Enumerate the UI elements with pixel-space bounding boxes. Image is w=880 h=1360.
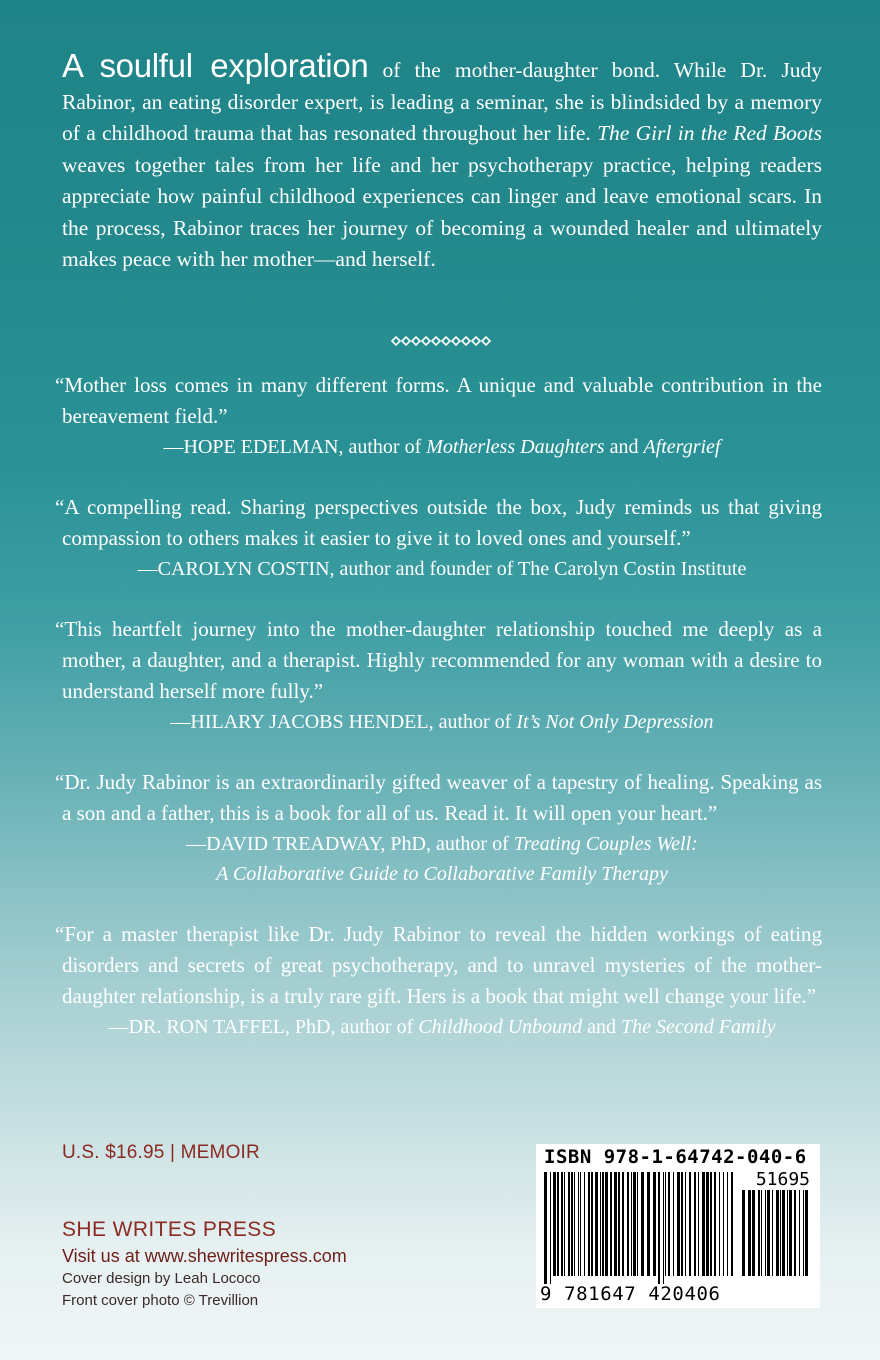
barcode-bar (731, 1172, 733, 1276)
barcode-bar (772, 1190, 773, 1276)
barcode-bar (765, 1190, 766, 1276)
attribution-author: —HILARY JACOBS HENDEL, author of (170, 711, 517, 733)
barcode-bar (789, 1190, 792, 1276)
quote-text: “For a master therapist like Dr. Judy Rabinor to reveal the hidden workings of eating disorders and secrets of great psychotherapy, and to unravel mysteries of the mother-daughter relationship, is a truly rare gift. Hers is a book that might well change your life.” (55, 922, 822, 1008)
barcode-bar (605, 1172, 608, 1276)
barcode-bar (571, 1172, 573, 1276)
barcode-bar (668, 1172, 670, 1276)
quote-attribution (62, 554, 822, 584)
quote-text: “A compelling read. Sharing perspectives outside the box, Judy reminds us that giving compassion to others makes it easier to give it to loved ones and yourself.” (55, 495, 822, 550)
barcode-bar (698, 1172, 699, 1276)
barcode-bar (710, 1172, 712, 1276)
barcode-bar (780, 1190, 781, 1276)
endorsement-edelman (55, 370, 822, 462)
ornamental-divider (390, 334, 494, 348)
barcode-bar (637, 1172, 638, 1276)
barcode-bar (742, 1190, 745, 1276)
barcode-bar (584, 1172, 585, 1276)
barcode-bar (550, 1172, 551, 1284)
barcode-bar (633, 1172, 636, 1276)
price-code: 51695 (755, 1169, 810, 1190)
cover-design-credit: Cover design by Leah Lococo (62, 1270, 261, 1287)
barcode-bar (681, 1172, 683, 1276)
quote-attribution-line2: A Collaborative Guide to Collaborative Family Therapy (216, 863, 668, 885)
barcode-bar (641, 1172, 644, 1276)
attribution-joiner: and (604, 436, 644, 458)
quote-text: “This heartfelt journey into the mother-daughter relationship touched me deeply as a mother, a daughter, and a therapist. Highly recommended for any woman with a desire to understand herself more fully.” (55, 617, 822, 703)
cover-photo-credit: Front cover photo © Trevillion (62, 1292, 259, 1309)
barcode-bar (568, 1172, 570, 1276)
barcode-bar (600, 1172, 601, 1276)
barcode-bar (673, 1172, 674, 1276)
barcode-bar (591, 1172, 593, 1276)
barcode-bar (723, 1172, 724, 1276)
barcode-bar (602, 1172, 604, 1276)
price-category: U.S. $16.95 | MEMOIR (62, 1142, 260, 1163)
attribution-work: Aftergrief (643, 436, 721, 458)
barcode-bar (653, 1172, 656, 1276)
quote-attribution (62, 829, 822, 859)
barcode-bar (578, 1172, 579, 1276)
barcode-bar (748, 1190, 751, 1276)
barcode-bar (694, 1172, 696, 1276)
barcode-bar (574, 1172, 575, 1276)
barcode-bar (752, 1190, 755, 1276)
quote-text: “Mother loss comes in many different forms. A unique and valuable contribution in the bereavement field.” (55, 373, 822, 428)
barcode-bar (588, 1172, 590, 1276)
back-cover-blurb (62, 47, 822, 276)
attribution-joiner: and (582, 1016, 622, 1038)
barcode-bar (544, 1172, 547, 1284)
barcode-bar (618, 1172, 620, 1276)
quote-attribution (62, 432, 822, 462)
barcode-bar (761, 1190, 762, 1276)
endorsement-taffel (55, 919, 822, 1042)
attribution-work: Childhood Unbound (418, 1016, 583, 1038)
barcode-bar (805, 1190, 808, 1276)
book-title: The Girl in the Red Boots (597, 121, 822, 145)
barcode-bar (647, 1172, 650, 1276)
barcode-bar (564, 1172, 565, 1276)
attribution-author: —HOPE EDELMAN, author of (163, 436, 427, 458)
barcode-bar (677, 1172, 680, 1276)
isbn-barcode (536, 1144, 820, 1308)
publisher-block (62, 1216, 482, 1312)
barcode-bar (561, 1172, 563, 1276)
attribution-work: Motherless Daughters (426, 436, 605, 458)
barcode-bar (627, 1172, 629, 1276)
barcode-bar (557, 1172, 559, 1276)
barcode-bar (689, 1172, 691, 1276)
blurb-lead: A soulful exploration (62, 47, 369, 84)
addon-barcode-bars (742, 1190, 812, 1284)
attribution-author: —CAROLYN COSTIN, author and founder of The Carolyn Costin Institute (137, 558, 747, 580)
barcode-bar (787, 1190, 788, 1276)
blurb-text-1: of the mother-daughter bond. While Dr. Judy Rabinor, an eating disorder expert, is leading a seminar, she is blindsided by a memory of a childhood trauma that has resonated throughout her life. (62, 58, 822, 145)
endorsement-hendel (55, 614, 822, 737)
isbn-label: ISBN 978-1-64742-040-6 (544, 1146, 807, 1168)
barcode-bar (553, 1172, 556, 1276)
attribution-author: —DR. RON TAFFEL, PhD, author of (108, 1016, 419, 1038)
ean-barcode-bars (544, 1172, 738, 1284)
barcode-bar (610, 1172, 612, 1276)
quote-text: “Dr. Judy Rabinor is an extraordinarily gifted weaver of a tapestry of healing. Speaking as a son and a father, this is a book for all of us. Read it. It will open your heart.” (55, 770, 822, 825)
endorsement-costin (55, 492, 822, 584)
blurb-text-2: weaves together tales from her life and her psychotherapy practice, helping readers appreciate how painful childhood experiences can linger and leave emotional scars. In the process, Rabinor traces her journey of becoming a wounded healer and ultimately makes peace with her mother—and herself. (62, 152, 822, 271)
barcode-bar (719, 1172, 720, 1276)
barcode-bar (782, 1190, 785, 1276)
attribution-work: The Second Family (621, 1016, 776, 1038)
barcode-bar (803, 1190, 804, 1276)
barcode-bar (665, 1172, 666, 1276)
barcode-bar (622, 1172, 624, 1276)
barcode-bar (714, 1172, 716, 1276)
barcode-bar (614, 1172, 617, 1276)
attribution-author: —DAVID TREADWAY, PhD, author of (186, 833, 514, 855)
publisher-url[interactable]: Visit us at www.shewritespress.com (62, 1246, 347, 1266)
barcode-bar (663, 1172, 664, 1284)
endorsements (55, 370, 822, 1072)
barcode-bar (799, 1190, 800, 1276)
quote-attribution (62, 1012, 822, 1042)
attribution-work: Treating Couples Well: (513, 833, 698, 855)
barcode-bar (776, 1190, 779, 1276)
endorsement-treadway (55, 767, 822, 889)
barcode-bar (767, 1190, 770, 1276)
barcode-bar (685, 1172, 686, 1276)
publisher-name: SHE WRITES PRESS (62, 1218, 277, 1241)
barcode-bar (702, 1172, 705, 1276)
attribution-work: It’s Not Only Depression (516, 711, 714, 733)
barcode-bar (794, 1190, 796, 1276)
barcode-bar (658, 1172, 660, 1284)
isbn-digits: 9 781647 420406 (540, 1283, 721, 1305)
barcode-bar (758, 1190, 760, 1276)
barcode-bar (706, 1172, 709, 1276)
barcode-bar (595, 1172, 598, 1276)
barcode-bar (727, 1172, 728, 1276)
quote-attribution (62, 707, 822, 737)
barcode-bar (580, 1172, 581, 1276)
barcode-bar (631, 1172, 632, 1276)
